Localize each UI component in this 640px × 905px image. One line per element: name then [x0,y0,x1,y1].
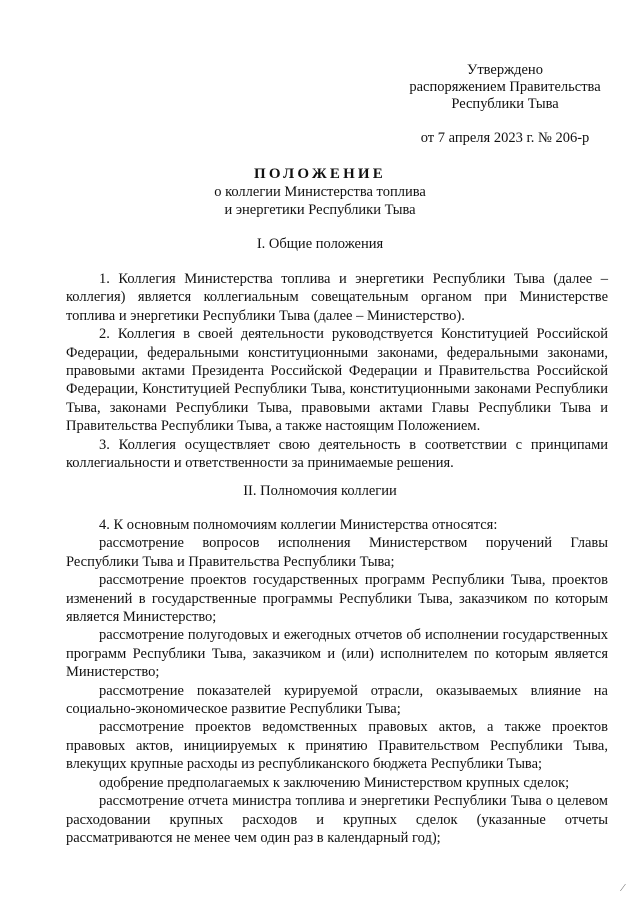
list-item: рассмотрение вопросов исполнения Министерством поручений Главы Республики Тыва и Правительства Республики Тыва; [66,535,608,570]
section-2-body [66,516,608,847]
list-item: рассмотрение проектов ведомственных правовых актов, а также проектов правовых актов, инициируемых к принятию Правительством Республики Тыва, влекущих крупные расходы из республиканского бюджета Республики Тыва; [66,719,608,773]
list-item: одобрение предполагаемых к заключению Министерством крупных сделок; [99,774,570,791]
approval-line-1: Утверждено [467,62,543,78]
subtitle-line-1: о коллегии Министерства топлива [214,184,426,200]
paragraph-1: 1. Коллегия Министерства топлива и энергетики Республики Тыва (далее – коллегия) является коллегиальным совещательным органом при Министерстве топлива и энергетики Республики Тыва (далее – Министерство). [66,271,608,324]
list-item: рассмотрение показателей курируемой отрасли, оказываемых влияние на социально-экономическое развитие Республики Тыва; [66,682,608,718]
paragraph-4: 4. К основным полномочиям коллегии Министерства относятся: [99,517,498,533]
subtitle-line-2: и энергетики Республики Тыва [224,202,416,218]
section-1-body [66,270,608,472]
section-2-heading: II. Полномочия коллегии [243,483,397,499]
section-1-heading: I. Общие положения [256,236,384,252]
document-subtitle [0,183,640,219]
approval-line-2: распоряжением Правительства [409,79,601,95]
list-item: рассмотрение проектов государственных программ Республики Тыва, проектов изменений в государственные программы Республики Тыва, заказчиком по которым является Министерство; [66,572,608,626]
approval-stamp [400,62,610,147]
paragraph-3: 3. Коллегия осуществляет свою деятельность в соответствии с принципами коллегиальности и ответственности за принимаемые решения. [66,436,608,472]
list-item: рассмотрение полугодовых и ежегодных отчетов об исполнении государственных программ Республики Тыва, заказчиком и (или) исполнителем по которым является Министерство; [66,627,608,681]
approval-date: от 7 апреля 2023 г. № 206-р [420,130,590,146]
document-title: ПОЛОЖЕНИЕ [253,166,387,182]
paragraph-2: 2. Коллегия в своей деятельности руководствуется Конституцией Российской Федерации, федеральными конституционными законами, федеральными законами, правовыми актами Президента Российской Федерации и Правительства Российской Федерации, Конституцией Республики Тыва, конституционными законами Республики Тыва, законами Республики Тыва, правовыми актами Главы Республики Тыва и Правительства Республики Тыва, а также настоящим Положением. [66,326,608,435]
list-item: рассмотрение отчета министра топлива и энергетики Республики Тыва о целевом расходовании крупных расходов и крупных сделок (указанные отчеты рассматриваются не менее чем один раз в календарный год); [66,793,608,846]
approval-line-3: Республики Тыва [451,96,559,112]
scan-mark: ⁄ [622,882,624,894]
